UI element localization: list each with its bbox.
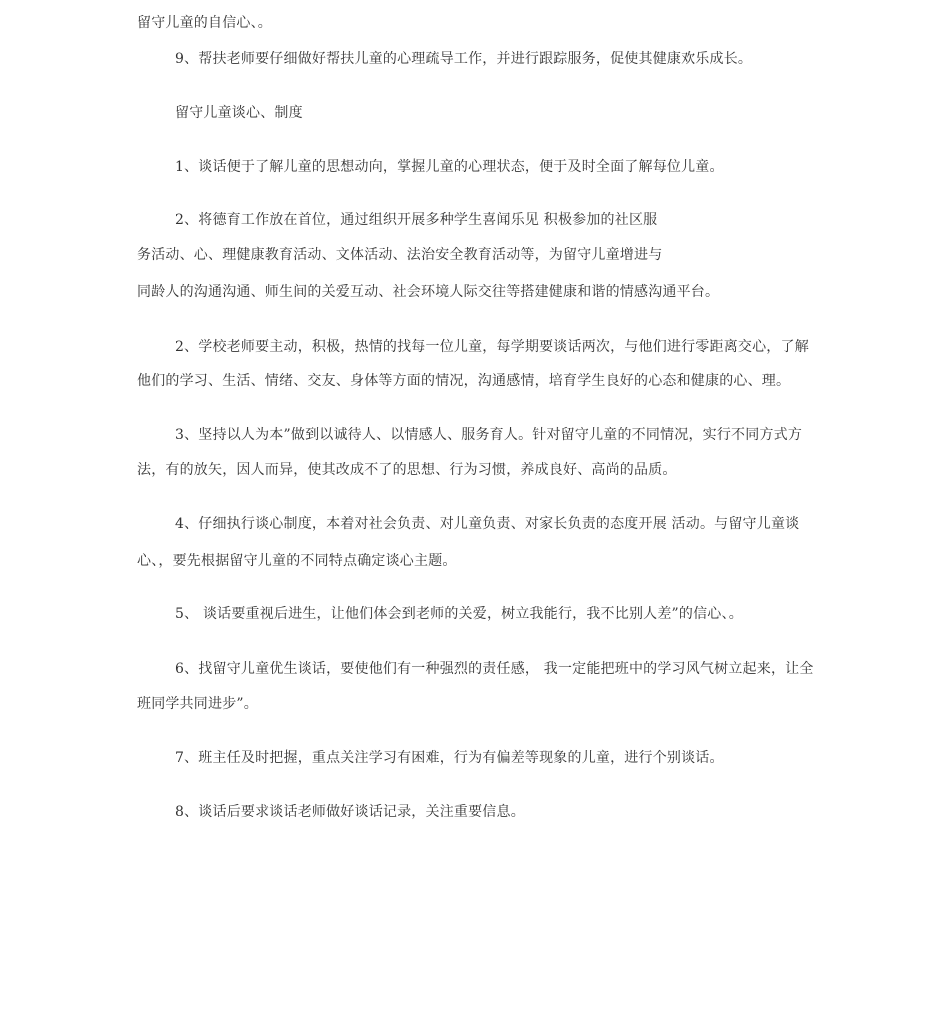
text-line: 1、谈话便于了解儿童的思想动向，掌握儿童的心理状态，便于及时全面了解每位儿童。 bbox=[175, 159, 724, 175]
text-line: 法，有的放矢，因人而异，使其改成不了的思想、行为习惯，养成良好、高尚的品质。 bbox=[137, 462, 677, 478]
text-line: 他们的学习、生活、情绪、交友、身体等方面的情况，沟通感情，培育学生良好的心态和健康的心、理。 bbox=[137, 373, 791, 389]
text-line: 心、，要先根据留守儿童的不同特点确定谈心主题。 bbox=[137, 553, 457, 569]
text-line: 留守儿童的自信心、。 bbox=[137, 15, 272, 31]
text-line: 8、谈话后要求谈话老师做好谈话记录，关注重要信息。 bbox=[175, 804, 525, 820]
section-heading: 留守儿童谈心、制度 bbox=[175, 105, 303, 121]
text-line: 班同学共同进步”。 bbox=[137, 696, 258, 712]
text-line: 2、将德育工作放在首位，通过组织开展多种学生喜闻乐见 积极参加的社区服 bbox=[175, 212, 658, 228]
text-line: 4、仔细执行谈心制度，本着对社会负责、对儿童负责、对家长负责的态度开展 活动。与留守儿童谈 bbox=[175, 516, 800, 532]
text-line: 9、帮扶老师要仔细做好帮扶儿童的心理疏导工作，并进行跟踪服务，促使其健康欢乐成长。 bbox=[175, 51, 753, 67]
text-line: 3、坚持以人为本”做到以诚待人、以情感人、服务育人。针对留守儿童的不同情况，实行不同方式方 bbox=[175, 427, 803, 443]
text-line: 7、班主任及时把握，重点关注学习有困难，行为有偏差等现象的儿童，进行个别谈话。 bbox=[175, 750, 724, 766]
text-line: 同龄人的沟通沟通、师生间的关爱互动、社会环境人际交往等搭建健康和谐的情感沟通平台。 bbox=[137, 284, 720, 300]
text-line: 6、找留守儿童优生谈话，要使他们有一种强烈的责任感， 我一定能把班中的学习风气树立起来，让全 bbox=[175, 661, 814, 677]
text-line: 务活动、心、理健康教育活动、文体活动、法治安全教育活动等，为留守儿童增进与 bbox=[137, 247, 663, 263]
text-line: 5、 谈话要重视后进生，让他们体会到老师的关爱，树立我能行，我不比别人差”的信心、。 bbox=[175, 606, 743, 622]
text-line: 2、学校老师要主动，积极，热情的找每一位儿童，每学期要谈话两次，与他们进行零距离交心，了解 bbox=[175, 339, 809, 355]
